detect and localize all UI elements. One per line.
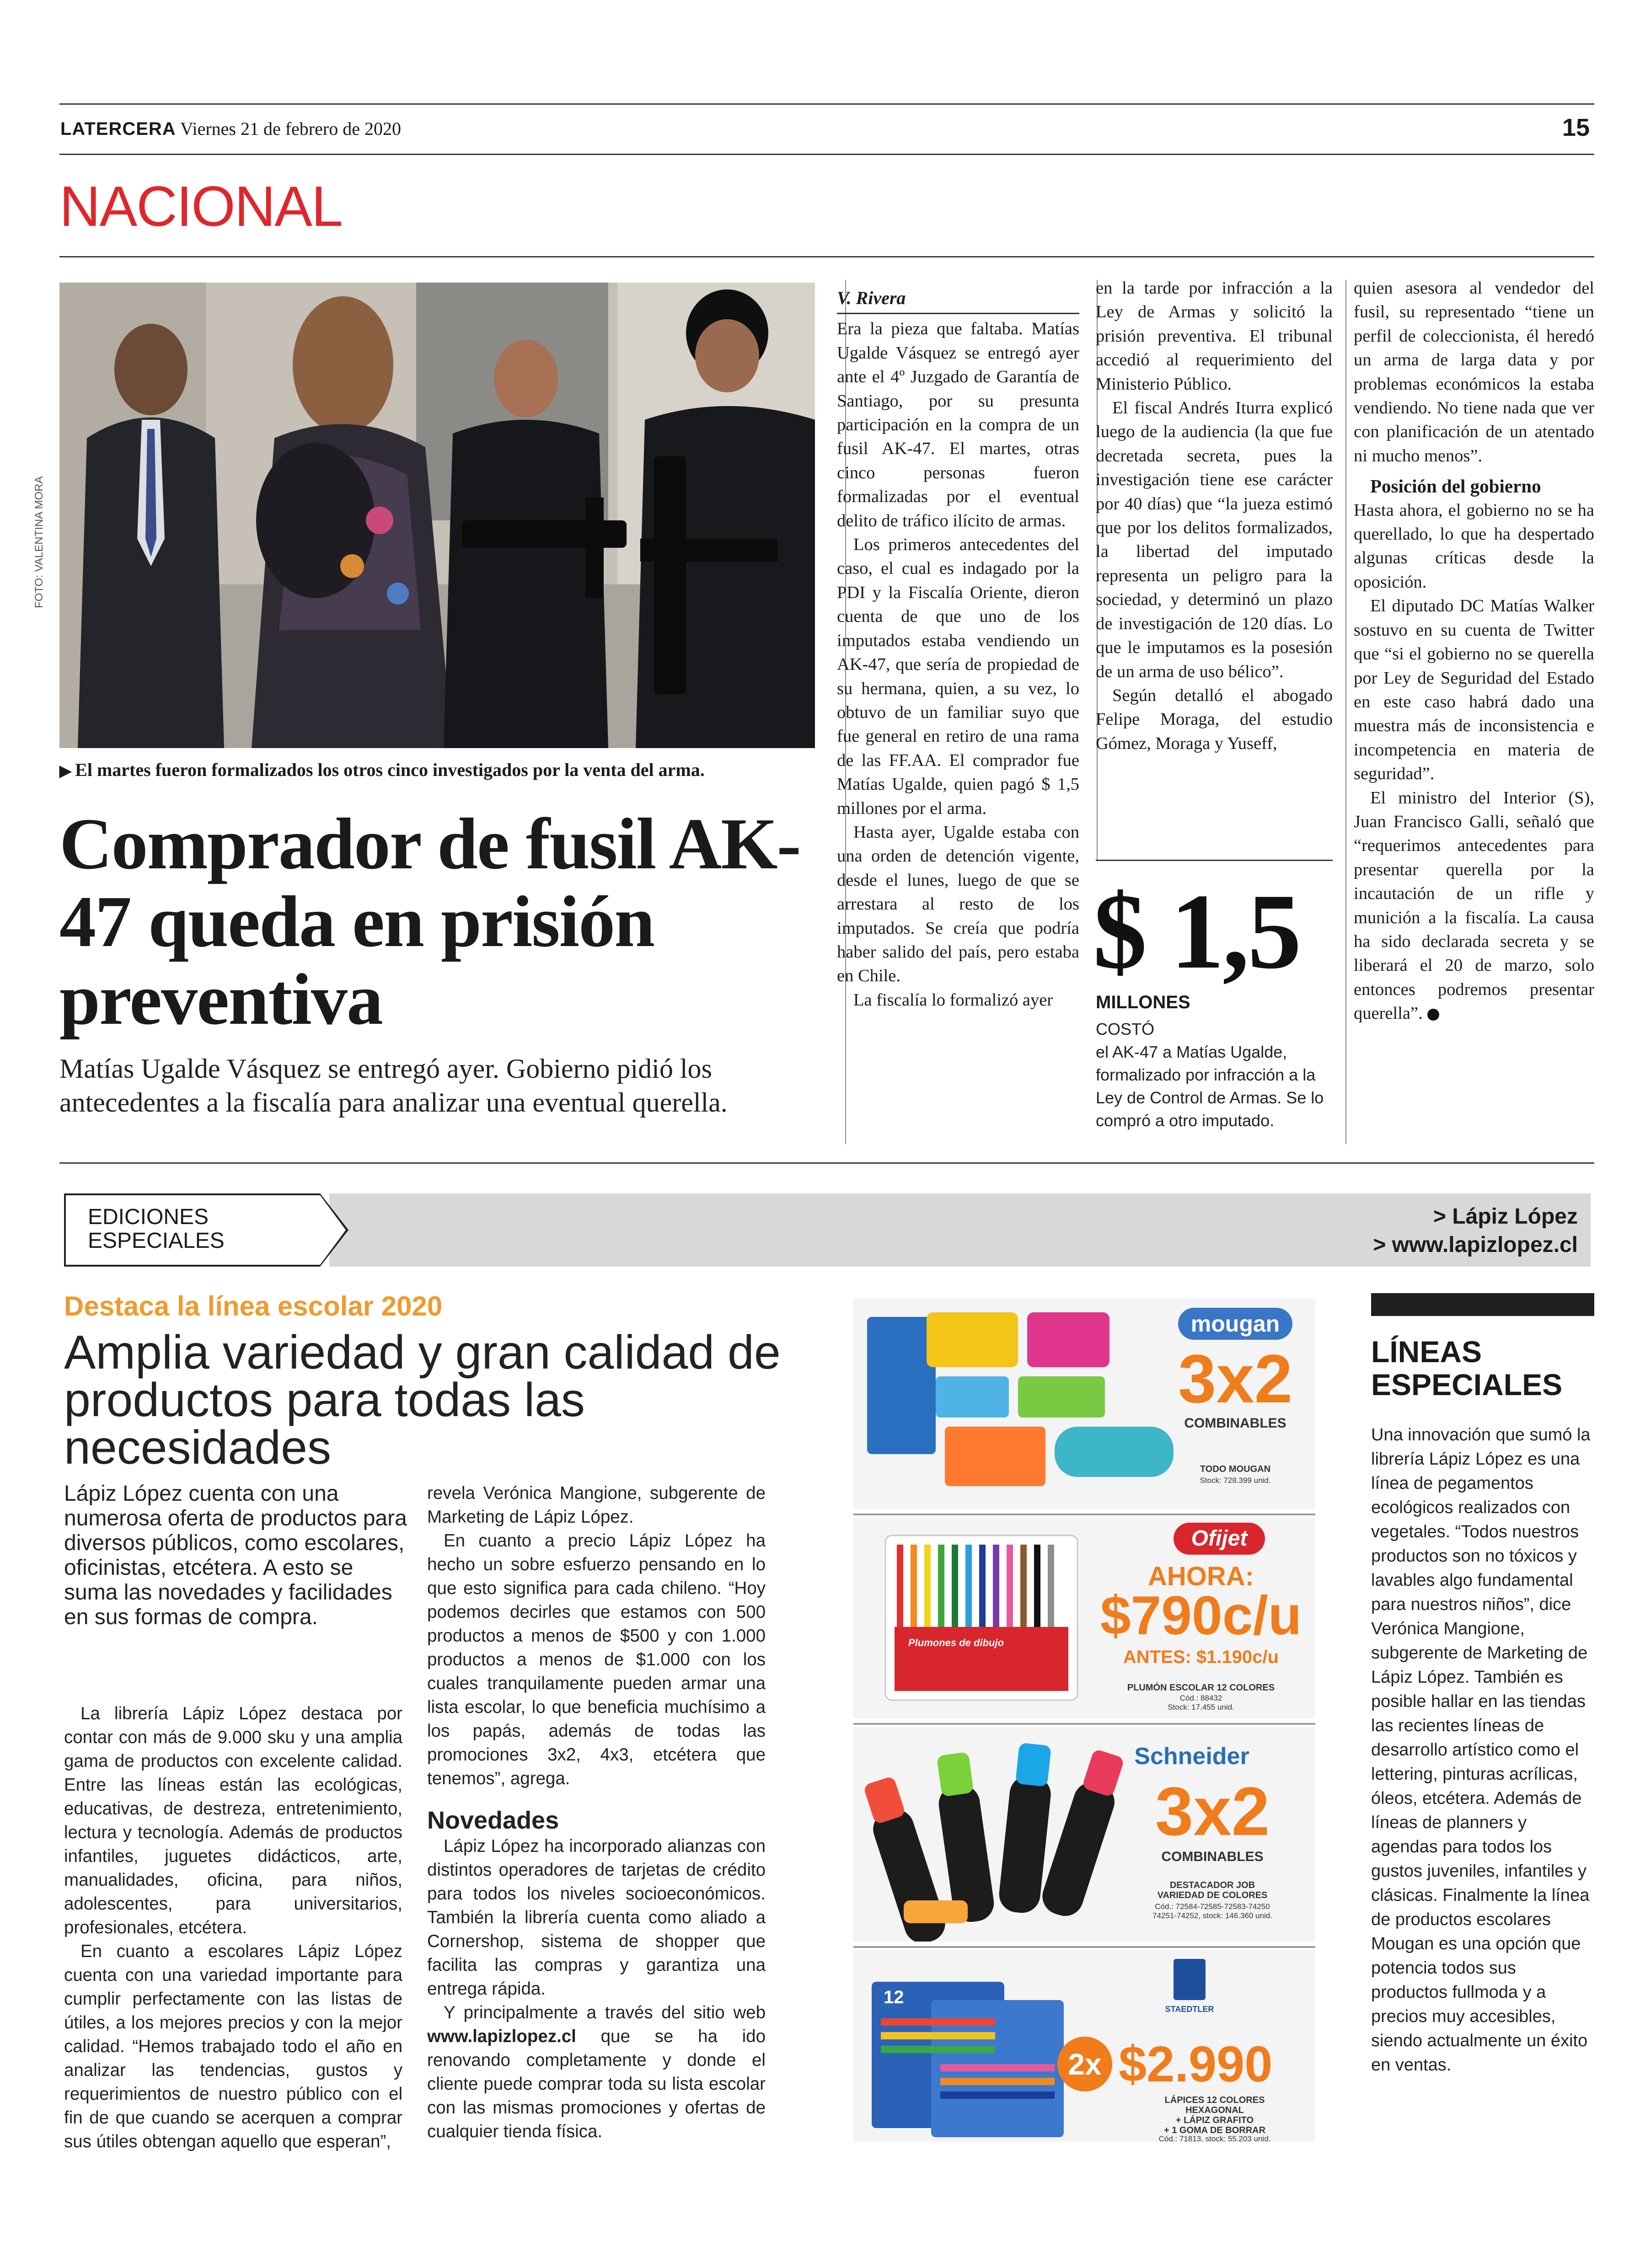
product-detail: LÁPICES 12 COLORES [1164, 2095, 1265, 2105]
photo-illustration [59, 283, 815, 748]
sidebar-title [1371, 1335, 1562, 1401]
paragraph: Hasta ayer, Ugalde estaba con una orden de detención vigente, desde el lunes, luego de que se arrestara al resto de los imputados. Se creía que podría haber salido del país, pero estaba en Chile. [837, 822, 1079, 986]
photo-caption-wrap [59, 759, 705, 781]
subhead: Posición del gobierno [1370, 476, 1541, 497]
paragraph: El fiscal Andrés Iturra explicó luego de la audiencia (la que fue decretada secreta, pues la investigación tiene ese carácter por 40 días) que “la jueza estimó que por los delitos formalizados, la libertad del imputado representa un peligro para la sociedad, y determinó un plazo de investigación de 120 días. Lo que le imputamos es la posesión de un arma de uso bélico”. [1096, 398, 1333, 681]
paragraph: En cuanto a precio Lápiz López ha hecho un sobre esfuerzo pensando en lo que esto significa para cada chileno. “Hoy podemos decirles que estamos con 500 productos a menos de $500 y con 1.000 productos a menos de $1.000 con los cuales tranquilamente pueden armar una lista escolar, lo que beneficia muchísimo a los papás, además de todas las promociones 3x2, 4x3, etcétera que tenemos”, agrega. [427, 1531, 766, 1788]
brand-mougan-logo [1178, 1308, 1292, 1340]
sidebar-title-line: ESPECIALES [1371, 1368, 1563, 1401]
paragraph [427, 2001, 766, 2144]
paragraph: El diputado DC Matías Walker sostuvo en su cuenta de Twitter que “si el gobierno no se querella por Ley de Seguridad del Estado en este caso habrá dado una muestra más de inconsistencia e incompetencia en materia de seguridad”. [1354, 596, 1594, 784]
stat-unit: MILLONES [1096, 992, 1190, 1012]
paragraph: Lápiz López ha incorporado alianzas con distintos operadores de tarjetas de crédito para todos los niveles socioeconómicos. También la librería cuenta como aliado a Cornershop, sistema de shopper que facilita las compras y garantiza una entrega rápida. [427, 1836, 766, 1999]
sidebar-title-line: LÍNEAS [1371, 1335, 1482, 1369]
caption-arrow-icon: ▶ [59, 763, 72, 780]
band-arrow-shape [320, 1195, 346, 1265]
article-column-1 [837, 286, 1079, 1012]
offer-sub: COMBINABLES [1161, 1849, 1264, 1864]
stat-rule [1096, 860, 1333, 861]
paragraph: en la tarde por infracción a la Ley de Armas y solicitó la prisión preventiva. El tribunal accedió al requerimiento del Ministerio Público. [1096, 278, 1333, 394]
product-card-ofijet[interactable] [853, 1517, 1315, 1718]
band-label-line: EDICIONES [88, 1205, 209, 1229]
byline: V. Rivera [837, 286, 1079, 314]
paragraph [1354, 786, 1594, 1026]
band-label-line: ESPECIALES [88, 1229, 225, 1253]
article-column-3 [1354, 276, 1594, 1026]
paragraph: Hasta ahora, el gobierno no se ha querellado, lo que ha despertado algunas críticas desde la oposición. [1354, 500, 1594, 592]
product-card-staedtler[interactable] [853, 1950, 1315, 2142]
paragraph: La librería Lápiz López destaca por contar con más de 9.000 sku y una amplia gama de productos con excelente calidad. Entre las líneas están las ecológicas, educativas, de destreza, entretenimiento, lectura y tecnología. Además de productos infantiles, juguetes didácticos, arte, manualidades, oficina, para niños, adolescentes, para universitarios, profesionales, etcétera. [64, 1704, 402, 1937]
brand-ofijet-logo [1174, 1523, 1265, 1555]
sponsor-name-link[interactable]: > Lápiz López [1433, 1204, 1578, 1229]
ofijet-pack-label: Plumones de dibujo [908, 1637, 1004, 1648]
stat-description-wrap [1096, 1018, 1334, 1132]
header-dateline [60, 118, 401, 139]
product-code: 74251-74252, stock: 146.360 unid. [1152, 1911, 1272, 1920]
article-headline[interactable]: Comprador de fusil AK-47 queda en prisión preventiva [59, 803, 800, 1040]
product-code: Cód.: 71813, stock: 55.203 unid. [1158, 2134, 1271, 2142]
paragraph-text: Y principalmente a través del sitio web [444, 2003, 766, 2022]
product-divider [853, 1514, 1315, 1515]
offer-price: $790c/u [1100, 1585, 1302, 1646]
header-top-rule [59, 103, 1594, 105]
brand-mougan-name: mougan [1190, 1311, 1280, 1337]
stat-label: COSTÓ [1096, 1020, 1155, 1038]
paragraph-text: El ministro del Interior (S), Juan Francisco Galli, señaló que “requerimos antecedentes para presentar querella por la incautación de un rifle y munición a la fiscalía. La causa ha sido declarada secreta y se liberará el 20 de marzo, solo entonces podremos presentar querella”. [1354, 788, 1594, 1023]
brand-ofijet-name: Ofijet [1191, 1526, 1248, 1551]
newspaper-brand[interactable]: LATERCERA [60, 119, 176, 139]
offer-sub: COMBINABLES [1184, 1416, 1286, 1431]
issue-date: Viernes 21 de febrero de 2020 [180, 118, 401, 139]
paragraph: Era la pieza que faltaba. Matías Ugalde Vásquez se entregó ayer ante el 4º Juzgado de Garantía de Santiago, por su presunta participación en la compra de un fusil AK-47. El martes, otras cinco personas fueron formalizadas por el eventual delito de tráfico ilícito de armas. [837, 319, 1079, 530]
brand-schneider-name: Schneider [1134, 1743, 1249, 1770]
offer-before: ANTES: $1.190c/u [1123, 1647, 1279, 1667]
stat-value: $ 1,5 [1093, 872, 1300, 991]
brand-staedtler-name: STAEDTLER [1165, 2005, 1214, 2014]
product-stock: Stock: 17.455 unid. [1168, 1703, 1234, 1712]
section-rule [59, 256, 1594, 257]
product-detail: + 1 GOMA DE BORRAR [1163, 2125, 1266, 2135]
product-code: Cód.: 72584-72585-72583-74250 [1155, 1902, 1270, 1911]
paragraph: En cuanto a escolares Lápiz López cuenta con una variedad importante para cumplir perfectamente con las listas de útiles, a los mejores precios y con la mejor calidad. “Hemos trabajado todo el año en analizar las tendencias, gustos y requerimientos de nuestro público con el fin de que cuando se acerquen a comprar sus útiles obtengan aquello que esperan”, [64, 1942, 402, 2151]
end-mark-icon [1427, 1009, 1439, 1021]
special-band-label [64, 1193, 320, 1267]
product-card-schneider[interactable] [853, 1727, 1315, 1942]
article-bottom-rule [59, 1162, 1594, 1164]
pencil-pack-number: 12 [884, 1987, 904, 2007]
article-deck: Matías Ugalde Vásquez se entregó ayer. Gobierno pidió los antecedentes a la fiscalía para analizar una eventual querella. [59, 1054, 728, 1118]
photo-caption: El martes fueron formalizados los otros cinco investigados por la venta del arma. [75, 760, 705, 780]
sidebar-accent-bar [1371, 1293, 1594, 1316]
offer-3x2: 3x2 [1178, 1340, 1293, 1417]
product-detail: TODO MOUGAN [1200, 1464, 1271, 1474]
promo-headline[interactable]: Amplia variedad y gran calidad de productos para todas las necesidades [64, 1326, 781, 1474]
column-rule-3 [1345, 280, 1346, 1144]
offer-3x2: 3x2 [1155, 1773, 1270, 1850]
product-detail: VARIEDAD DE COLORES [1157, 1890, 1268, 1900]
page-number: 15 [1562, 114, 1590, 141]
article-column-2 [1096, 276, 1333, 755]
sidebar-text: Una innovación que sumó la librería Lápiz López es una línea de pegamentos ecológicos realizados con vegetales. “Todos nuestros productos son no tóxicos y lavables algo fundamental para nuestros niños”, dice Verónica Mangione, subgerente de Marketing de Lápiz López. También es posible hallar en las tiendas las recientes líneas de desarrollo artístico como el lettering, pinturas acrílicas, óleos, etcétera. Además de líneas de planners y agendas para todos los gustos juveniles, infantiles y clásicas. Finalmente la línea de productos escolares Mougan es una opción que potencia todos sus productos fullmoda y a precios muy accesibles, siendo actualmente un éxito en ventas. [1371, 1425, 1591, 2075]
offer-price: $2.990 [1119, 2036, 1273, 2092]
brand-schneider-logo [1091, 1740, 1292, 1772]
product-detail: PLUMÓN ESCOLAR 12 COLORES [1127, 1683, 1275, 1693]
product-divider [853, 1946, 1315, 1948]
offer-now-label: AHORA: [1148, 1562, 1254, 1591]
paragraph: Según detalló el abogado Felipe Moraga, del estudio Gómez, Moraga y Yuseff, [1096, 685, 1333, 753]
product-divider [853, 1723, 1315, 1725]
product-code: Cód.: 88432 [1179, 1694, 1222, 1702]
product-stock: Stock: 728.399 unid. [1200, 1476, 1271, 1485]
promo-column-1 [64, 1702, 402, 2154]
website-link[interactable]: www.lapizlopez.cl [427, 2027, 576, 2046]
multiplier-badge [1057, 2037, 1112, 2091]
promo-lead: Lápiz López cuenta con una numerosa oferta de productos para diversos públicos, como escolares, oficinistas, etcétera. A esto se suma las novedades y facilidades en sus formas de compra. [64, 1482, 407, 1629]
news-photo [59, 283, 815, 748]
sponsor-website-link[interactable]: > www.lapizlopez.cl [1373, 1233, 1578, 1257]
novedades-subhead: Novedades [427, 1807, 559, 1834]
header-bottom-rule [59, 154, 1594, 155]
promo-column-2 [427, 1482, 766, 2144]
stat-description: el AK-47 a Matías Ugalde, formalizado por infracción a la Ley de Control de Armas. Se lo compró a otro imputado. [1096, 1043, 1324, 1130]
paragraph-text: que se ha ido renovando completamente y donde el cliente puede comprar toda su lista escolar con las mismas promociones y ofertas de cualquier tienda física. [427, 2027, 766, 2141]
sponsor-links [1373, 1203, 1578, 1259]
product-detail: HEXAGONAL [1185, 2105, 1244, 2115]
section-title: NACIONAL [59, 175, 342, 238]
promo-kicker: Destaca la línea escolar 2020 [64, 1291, 443, 1321]
product-detail: DESTACADOR JOB [1169, 1880, 1255, 1890]
photo-credit: FOTO: VALENTINA MORA [33, 476, 45, 608]
paragraph: quien asesora al vendedor del fusil, su representado “tiene un perfil de coleccionista, él heredó un arma de larga data y por problemas económicos la estaba vendiendo. No tiene nada que ver con planificación de un atentado ni mucho menos”. [1354, 278, 1594, 465]
paragraph: La fiscalía lo formalizó ayer [853, 990, 1053, 1010]
product-detail: + LÁPIZ GRAFITO [1175, 2115, 1254, 2125]
paragraph: revela Verónica Mangione, subgerente de Marketing de Lápiz López. [427, 1483, 766, 1527]
paragraph: Los primeros antecedentes del caso, el cual es indagado por la PDI y la Fiscalía Oriente, dieron cuenta de que uno de los imputados estaba vendiendo un AK-47, que sería de propiedad de su hermana, quien, a su vez, lo obtuvo de un familiar suyo que fue general en retiro de una rama de las FF.AA. El comprador fue Matías Ugalde, quien pagó $ 1,5 millones por el arma. [837, 535, 1079, 818]
multiplier-value: 2x [1068, 2047, 1102, 2081]
product-card-mougan[interactable] [853, 1299, 1315, 1509]
